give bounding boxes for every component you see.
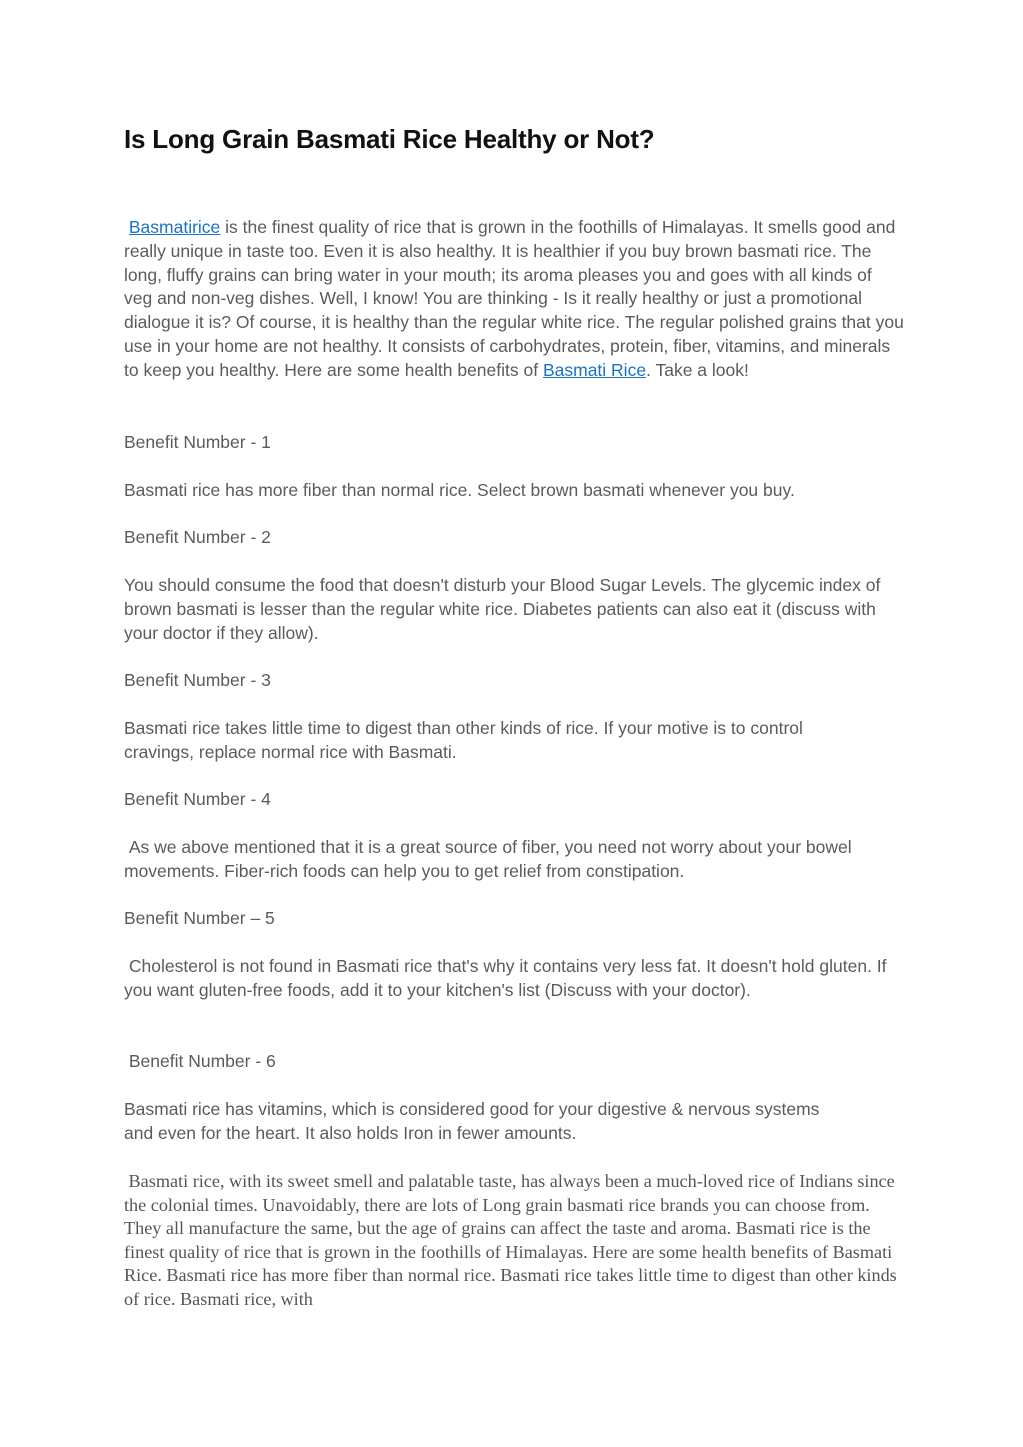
- intro-text: is the finest quality of rice that is grown in the foothills of Himalayas. It smells good and really unique in taste too. Even it is also healthy. It is healthier if you buy brown basmati rice. The long, fluffy grains can bring water in your mouth; its aroma pleases you and goes with all kinds of veg and non-veg dishes. Well, I know! You are thinking - Is it really healthy or just a promotional dialogue it is? Of course, it is healthy than the regular white rice. The regular polished grains that you use in your home are not healthy. It consists of carbohydrates, protein, fiber, vitamins, and minerals to keep you healthy. Here are some health benefits of: [124, 217, 904, 380]
- basmati-rice-link[interactable]: Basmati Rice: [542, 359, 647, 380]
- benefit-text-5: Cholesterol is not found in Basmati rice that's why it contains very less fat. It doesn't hold gluten. If you want gluten-free foods, add it to your kitchen's list (Discuss with your doctor).: [124, 956, 887, 1000]
- closing-paragraph: Basmati rice, with its sweet smell and palatable taste, has always been a much-loved rice of Indians since the colonial times. Unavoidably, there are lots of Long grain basmati rice brands you can choose from. They all manufacture the same, but the age of grains can affect the taste and aroma. Basmati rice is the finest quality of rice that is grown in the foothills of Himalayas. Here are some health benefits of Basmati Rice. Basmati rice has more fiber than normal rice. Basmati rice takes little time to digest than other kinds of rice. Basmati rice, with: [124, 1171, 897, 1309]
- benefit-text-6: Basmati rice has vitamins, which is considered good for your digestive & nervous systems and even for the heart. It also holds Iron in fewer amounts.: [124, 1099, 820, 1143]
- benefit-heading-4: Benefit Number - 4: [124, 789, 271, 809]
- benefit-heading-6: Benefit Number - 6: [128, 1051, 276, 1071]
- intro-text-end: . Take a look!: [646, 359, 749, 380]
- benefit-heading-2: Benefit Number - 2: [124, 527, 271, 547]
- basmatirice-link[interactable]: Basmatirice: [128, 217, 221, 237]
- benefit-heading-1: Benefit Number - 1: [124, 432, 271, 452]
- page-title: Is Long Grain Basmati Rice Healthy or Not?: [124, 124, 655, 154]
- benefit-heading-3: Benefit Number - 3: [124, 670, 271, 690]
- benefit-text-3: Basmati rice takes little time to digest than other kinds of rice. If your motive is to control cravings, replace normal rice with Basmati.: [124, 718, 803, 762]
- benefit-text-4: As we above mentioned that it is a great source of fiber, you need not worry about your bowel movements. Fiber-rich foods can help you to get relief from constipation.: [124, 837, 852, 881]
- intro-paragraph: [124, 216, 904, 383]
- benefit-heading-5: Benefit Number – 5: [124, 908, 275, 928]
- benefit-text-1: Basmati rice has more fiber than normal rice. Select brown basmati whenever you buy.: [124, 480, 795, 500]
- benefit-text-2: You should consume the food that doesn't disturb your Blood Sugar Levels. The glycemic index of brown basmati is lesser than the regular white rice. Diabetes patients can also eat it (discuss with your doctor if they allow).: [124, 575, 881, 643]
